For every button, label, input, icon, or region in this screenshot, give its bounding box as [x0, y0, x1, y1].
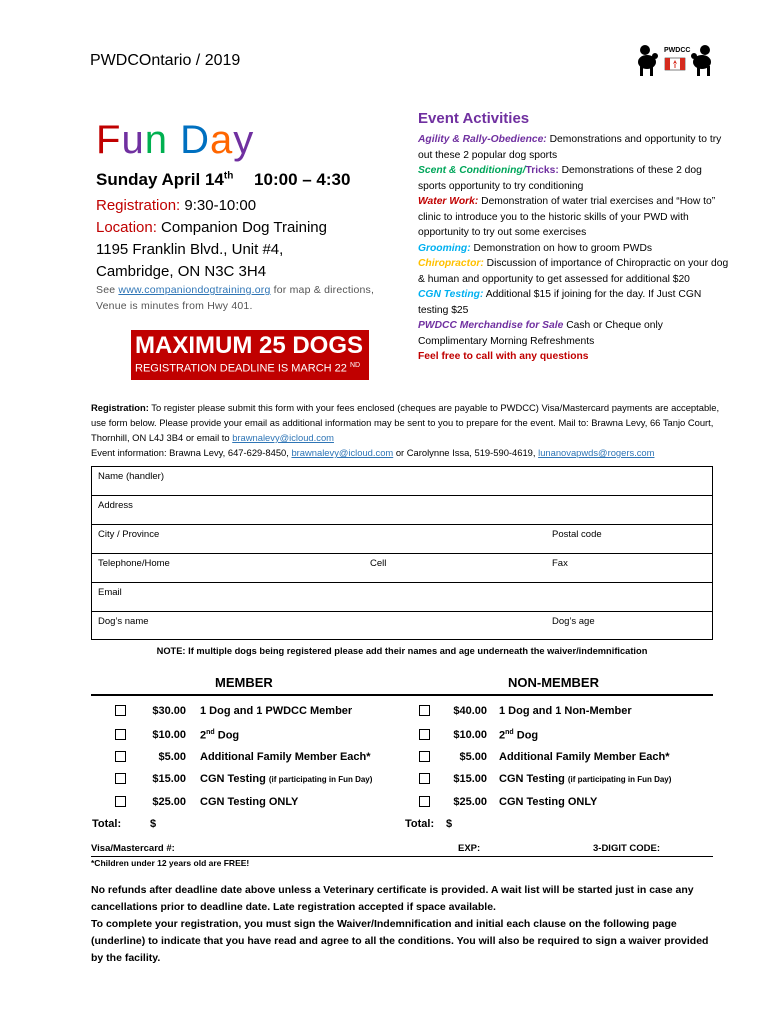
activities-list: [418, 132, 730, 365]
venue-after: for map & directions,: [270, 284, 375, 296]
page-header-title: PWDCOntario / 2019: [90, 52, 241, 69]
exp-label[interactable]: EXP:: [458, 843, 481, 854]
member-fee-checkbox[interactable]: [115, 727, 126, 745]
member-fee-desc-sup: nd: [206, 729, 215, 736]
event-time: 10:00 – 4:30: [254, 170, 351, 189]
grooming-text: Demonstration on how to groom PWDs: [470, 242, 653, 254]
city-label: City / Province: [98, 529, 160, 540]
member-fee-price: $5.00: [158, 751, 186, 763]
scent-text: Demonstrations of these 2 dog sports opportunity to try conditioning: [418, 165, 702, 192]
nonmember-fee-desc: [499, 751, 670, 763]
member-fee-desc-small: (if participating in Fun Day): [268, 775, 373, 784]
nonmember-fee-checkbox[interactable]: [419, 727, 430, 745]
venue-link[interactable]: www.companiondogtraining.org: [118, 284, 271, 296]
member-fee-desc-text: Additional Family Member Each*: [200, 751, 371, 763]
event-title: [96, 118, 254, 163]
cgn-label: CGN Testing:: [418, 289, 484, 300]
nonmember-fee-desc: [499, 796, 597, 808]
or-text: or Carolynne Issa, 519-590-4619,: [393, 447, 539, 458]
water-label: Water Work:: [418, 196, 479, 207]
member-fee-desc-text: CGN Testing: [200, 773, 269, 785]
activity-chiro: [418, 256, 730, 287]
agility-text: Demonstrations and opportunity to try out these 2 popular dog sports: [418, 134, 722, 161]
nonmember-total-label: Total:: [405, 818, 435, 830]
nonmember-fee-desc-text2: Dog: [513, 729, 539, 742]
merch-label: PWDCC Merchandise for Sale: [418, 320, 564, 331]
location-name: Companion Dog Training: [156, 219, 327, 236]
scent-label: Scent & Conditioning/: [418, 165, 526, 176]
card-label[interactable]: Visa/Mastercard #:: [91, 843, 175, 854]
registration-info: [91, 400, 723, 460]
venue-info: [96, 282, 374, 314]
dog-name-label: Dog’s name: [98, 616, 149, 627]
email-link-2[interactable]: brawnalevy@icloud.com: [291, 447, 394, 458]
activity-scent: [418, 163, 730, 194]
registration-label: Registration:: [96, 197, 181, 214]
nonmember-fee-checkbox[interactable]: [419, 771, 430, 789]
nonmember-fee-price: $5.00: [459, 751, 487, 763]
code-label[interactable]: 3-DIGIT CODE:: [593, 843, 661, 854]
nonmember-fee-desc-text: 2: [499, 729, 506, 742]
postal-label: Postal code: [552, 529, 602, 540]
activity-water: [418, 194, 730, 241]
email-label: Email: [98, 587, 122, 598]
activities-heading: Event Activities: [418, 110, 530, 127]
nonmember-fee-desc-text: CGN Testing ONLY: [499, 796, 598, 808]
refund-policy: No refunds after deadline date above unless a Veterinary certificate is provided. A wait list will be started just in case any cancellations prior to deadline date. Late registration accepted if space available.: [91, 884, 694, 913]
member-fee-desc: [200, 729, 239, 742]
max-dogs-banner: [131, 330, 369, 380]
nonmember-fee-desc-text: Additional Family Member Each*: [499, 751, 670, 763]
deadline-text: [135, 362, 360, 375]
title-letter: [168, 118, 180, 162]
member-fee-desc: [200, 751, 371, 763]
location-label: Location:: [96, 219, 157, 236]
dog-age-label: Dog’s age: [552, 616, 595, 627]
title-letter: u: [121, 118, 145, 162]
title-letter: y: [233, 118, 255, 162]
email-link-1[interactable]: brawnalevy@icloud.com: [232, 432, 334, 443]
member-fee-checkbox[interactable]: [115, 794, 126, 812]
event-date: [96, 170, 350, 190]
final-notes: [91, 882, 721, 967]
agility-label: Agility & Rally-Obedience:: [418, 134, 547, 145]
member-fee-price: $30.00: [152, 705, 186, 717]
nonmember-total-value[interactable]: $: [446, 818, 453, 830]
member-fee-desc-text: 2: [200, 729, 207, 742]
member-fee-checkbox[interactable]: [115, 771, 126, 789]
waiver-instructions: To complete your registration, you must sign the Waiver/Indemnification and initial each clause on the following page (underline) to indicate that you have read and agree to all the conditions. You will also be required to sign a waiver provided by the facility.: [91, 918, 709, 964]
logo-text: PWDCC: [664, 47, 691, 54]
chiro-label: Chiropractor:: [418, 258, 484, 269]
member-fee-price: $15.00: [152, 773, 186, 785]
name-row[interactable]: [92, 467, 712, 496]
registration-form: [91, 466, 713, 640]
children-note: *Children under 12 years old are FREE!: [91, 858, 250, 868]
name-label: Name (handler): [98, 471, 164, 482]
merch-text: Cash or Cheque only: [563, 320, 663, 331]
nonmember-fee-checkbox[interactable]: [419, 749, 430, 767]
nonmember-fee-desc-text: CGN Testing: [499, 773, 568, 785]
telephone-label: Telephone/Home: [98, 558, 170, 569]
reginfo-label: Registration:: [91, 402, 149, 413]
nonmember-heading: NON-MEMBER: [508, 675, 599, 690]
date-sup: th: [223, 170, 234, 182]
nonmember-fee-desc: [499, 729, 538, 742]
title-letter: a: [209, 118, 234, 162]
cgn-text: Additional $15 if joining for the day. If Just CGN testing $25: [418, 289, 702, 316]
multiple-dogs-note: NOTE: If multiple dogs being registered please add their names and age underneath the waiver/indemnification: [156, 646, 648, 656]
venue-line2: Venue is minutes from Hwy 401.: [96, 300, 253, 312]
max-dogs-text: MAXIMUM 25 DOGS: [135, 332, 364, 359]
activity-agility: [418, 132, 730, 163]
nonmember-fee-price: $25.00: [453, 796, 487, 808]
grooming-label: Grooming:: [418, 242, 471, 254]
member-fee-checkbox[interactable]: [115, 703, 126, 721]
member-fee-desc-text: CGN Testing ONLY: [200, 796, 299, 808]
member-fee-desc-text2: Dog: [214, 729, 240, 742]
venue-see: See: [96, 284, 119, 296]
email-link-3[interactable]: lunanovapwds@rogers.com: [538, 447, 655, 458]
water-text: Demonstration of water trial exercises and “How to” clinic to introduce you to the historic skills of your PWD with opportunity to try out some exercises: [418, 196, 716, 238]
chiro-text: Discussion of importance of Chiropractic on your dog & human and opportunity to get assessed for additional $20: [418, 258, 729, 285]
nonmember-fee-checkbox[interactable]: [419, 703, 430, 721]
activity-merch: [418, 318, 730, 334]
title-letter: n: [144, 118, 168, 162]
member-fee-price: $25.00: [152, 796, 186, 808]
nonmember-fee-price: $10.00: [453, 729, 487, 741]
fees-divider: [91, 694, 713, 696]
deadline-label: REGISTRATION DEADLINE IS MARCH 22: [135, 362, 347, 375]
member-total-value[interactable]: $: [150, 818, 157, 830]
address-line1: 1195 Franklin Blvd., Unit #4,: [96, 241, 284, 258]
nonmember-fee-desc-small: (if participating in Fun Day): [567, 775, 672, 784]
member-fee-desc: [200, 705, 352, 717]
member-fee-checkbox[interactable]: [115, 749, 126, 767]
nonmember-fee-desc-sup: nd: [505, 729, 514, 736]
reginfo-text: To register please submit this form with your fees enclosed (cheques are payable to PWDCC) Visa/Mastercard payments are acceptable, use form below. Please provide your email as additional information may be sent to you to prepare for the event. Mail to: Brawna Levy, 66 Tanjo Court, Thornhill, ON L4J 3B4 or email to: [91, 402, 720, 443]
title-letter: D: [180, 118, 210, 162]
member-fee-desc: [200, 773, 372, 785]
deadline-sup: ND: [349, 362, 361, 369]
address-row[interactable]: [92, 496, 712, 525]
address-label: Address: [98, 500, 133, 511]
cell-label: Cell: [370, 558, 387, 569]
fax-label: Fax: [552, 558, 568, 569]
nonmember-fee-desc-text: 1 Dog and 1 Non-Member: [499, 705, 632, 717]
nonmember-fee-desc: [499, 773, 671, 785]
event-info-text: Event information: Brawna Levy, 647-629-8450,: [91, 447, 292, 458]
activity-call: Feel free to call with any questions: [418, 351, 589, 362]
member-total-label: Total:: [92, 818, 122, 830]
registration-time: 9:30-10:00: [180, 197, 257, 214]
nonmember-fee-price: $40.00: [453, 705, 487, 717]
date-text: Sunday April 14: [96, 170, 224, 189]
pwdcc-logo: [635, 42, 715, 78]
payment-divider: [91, 856, 713, 857]
city-row[interactable]: [92, 525, 712, 554]
email-row[interactable]: [92, 583, 712, 612]
phone-row[interactable]: [92, 554, 712, 583]
nonmember-fee-desc: [499, 705, 632, 717]
nonmember-fee-checkbox[interactable]: [419, 794, 430, 812]
registration-block: [96, 195, 327, 283]
member-fee-desc-text: 1 Dog and 1 PWDCC Member: [200, 705, 353, 717]
member-fee-desc: [200, 796, 298, 808]
nonmember-fee-price: $15.00: [453, 773, 487, 785]
activity-refresh: Complimentary Morning Refreshments: [418, 335, 595, 347]
activity-grooming: [418, 241, 730, 257]
address-line2: Cambridge, ON N3C 3H4: [96, 263, 267, 280]
title-letter: F: [96, 118, 122, 162]
member-heading: MEMBER: [215, 675, 273, 690]
member-fee-price: $10.00: [152, 729, 186, 741]
activity-cgn: [418, 287, 730, 318]
scent-label2: Tricks:: [525, 165, 559, 176]
dog-row[interactable]: [92, 612, 712, 641]
